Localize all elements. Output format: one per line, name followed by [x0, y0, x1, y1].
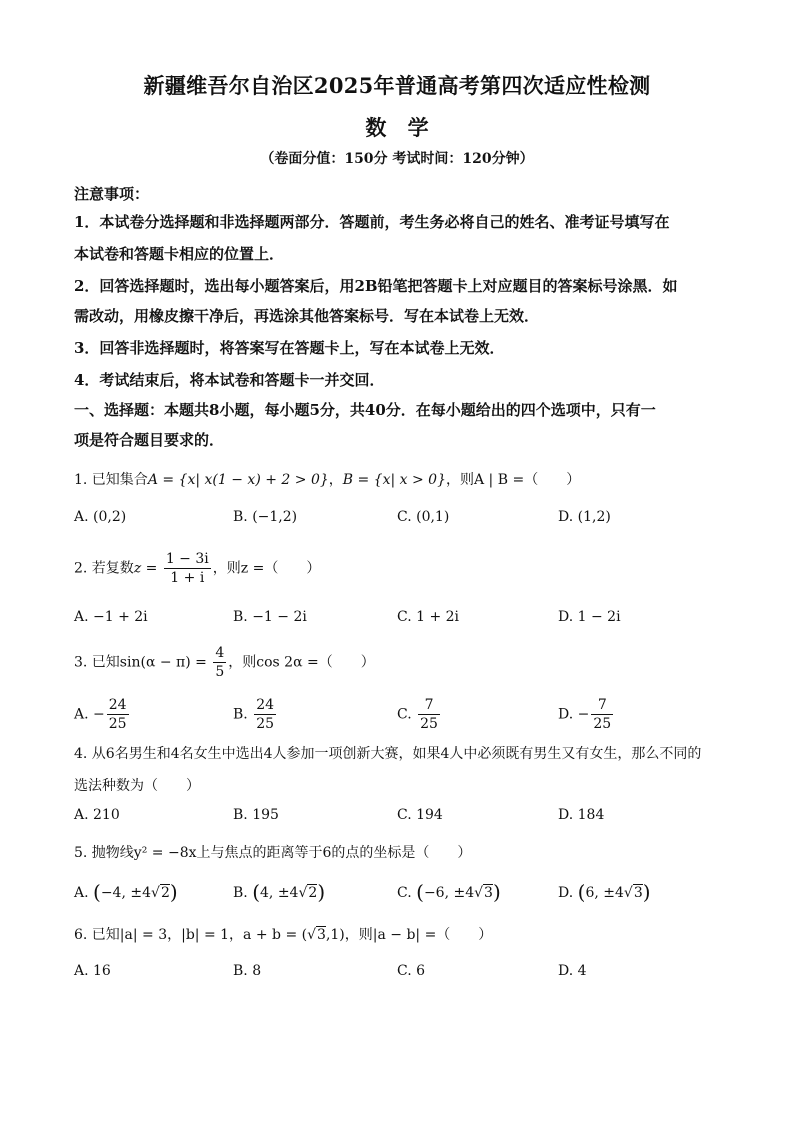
q3-option-b: B. $\frac{24}{25}$ [233, 697, 275, 732]
fraction: $\frac{4}{5}$ [215, 645, 225, 680]
q6-option-b: B. 8 [233, 963, 262, 979]
q3-option-a: A. − $\frac{24}{25}$ [74, 697, 127, 732]
q4-option-b: B. 195 [233, 807, 279, 823]
q1-option-b: B. (−1,2) [233, 509, 298, 525]
note-line: 1．本试卷分选择题和非选择题两部分．答题前，考生务必将自己的姓名、准考证号填写在 [74, 213, 670, 231]
q3-option-c: C. $\frac{7}{25}$ [397, 697, 438, 732]
question-4-stem: 4. 从6名男生和4名女生中选出4人参加一项创新大赛，如果4人中必须既有男生又有女生，那么不同的 [74, 746, 702, 762]
q5-option-a: A. (−4, ±4√2) [74, 880, 178, 904]
subject-title: 数 学 [365, 115, 429, 140]
q4-option-c: C. 194 [397, 807, 443, 823]
set-a: A = {x| x(1 − x) + 2 > 0} [147, 472, 329, 488]
exam-title: 新疆维吾尔自治区2025年普通高考第四次适应性检测 [143, 73, 651, 98]
q2-option-b: B. −1 − 2i [233, 609, 307, 625]
section-heading: 一、选择题：本题共8小题，每小题5分，共40分．在每小题给出的四个选项中，只有一 [74, 401, 656, 419]
q5-option-c: C. (−6, ±4√3) [397, 880, 501, 904]
q1-option-a: A. (0,2) [74, 509, 127, 525]
q6-option-a: A. 16 [74, 963, 111, 979]
fraction: $\frac{1 - 3i}{1 + i}$ [165, 551, 209, 586]
question-2-stem: 2. 若复数z = $\frac{1 - 3i}{1 + i}$ ，则z =（ ） [74, 551, 321, 586]
q1-option-d: D. (1,2) [558, 509, 611, 525]
section-heading-cont: 项是符合题目要求的． [74, 431, 225, 449]
q4-option-d: D. 184 [558, 807, 605, 823]
q1-option-c: C. (0,1) [397, 509, 450, 525]
q4-option-a: A. 210 [74, 807, 120, 823]
question-5-stem: 5. 抛物线y² = −8x上与焦点的距离等于6的点的坐标是（ ） [74, 845, 472, 861]
q5-option-b: B. (4, ±4√2) [233, 880, 326, 904]
question-4-stem-cont: 选法种数为（ ） [74, 778, 200, 794]
q6-option-d: D. 4 [558, 963, 587, 979]
notes-heading: 注意事项： [74, 185, 150, 203]
note-line: 需改动，用橡皮擦干净后，再选涂其他答案标号．写在本试卷上无效． [74, 307, 540, 325]
exam-meta: （卷面分值：150分 考试时间：120分钟） [260, 151, 534, 167]
q2-option-c: C. 1 + 2i [397, 609, 460, 625]
q2-option-d: D. 1 − 2i [558, 609, 621, 625]
set-b: B = {x| x > 0} [342, 472, 446, 488]
q5-option-d: D. (6, ±4√3) [558, 880, 651, 904]
note-line: 2．回答选择题时，选出每小题答案后，用2B铅笔把答题卡上对应题目的答案标号涂黑．如 [74, 277, 678, 295]
question-1-stem: 1. 已知集合A = {x| x(1 − x) + 2 > 0}，B = {x| x > 0}，则A | B =（ ） [74, 472, 581, 488]
q3-option-d: D. − $\frac{7}{25}$ [558, 697, 612, 732]
note-line: 4．考试结束后，将本试卷和答题卡一并交回． [74, 371, 385, 389]
note-line: 3．回答非选择题时，将答案写在答题卡上，写在本试卷上无效． [74, 339, 505, 357]
q2-option-a: A. −1 + 2i [74, 609, 148, 625]
q6-option-c: C. 6 [397, 963, 426, 979]
note-line: 本试卷和答题卡相应的位置上． [74, 245, 285, 263]
question-6-stem: 6. 已知|a| = 3，|b| = 1，a + b = (√3,1)，则|a − b| =（ ） [74, 927, 493, 943]
question-3-stem: 3. 已知sin(α − π) = $\frac{4}{5}$ ，则cos 2α =（ ） [74, 645, 375, 680]
